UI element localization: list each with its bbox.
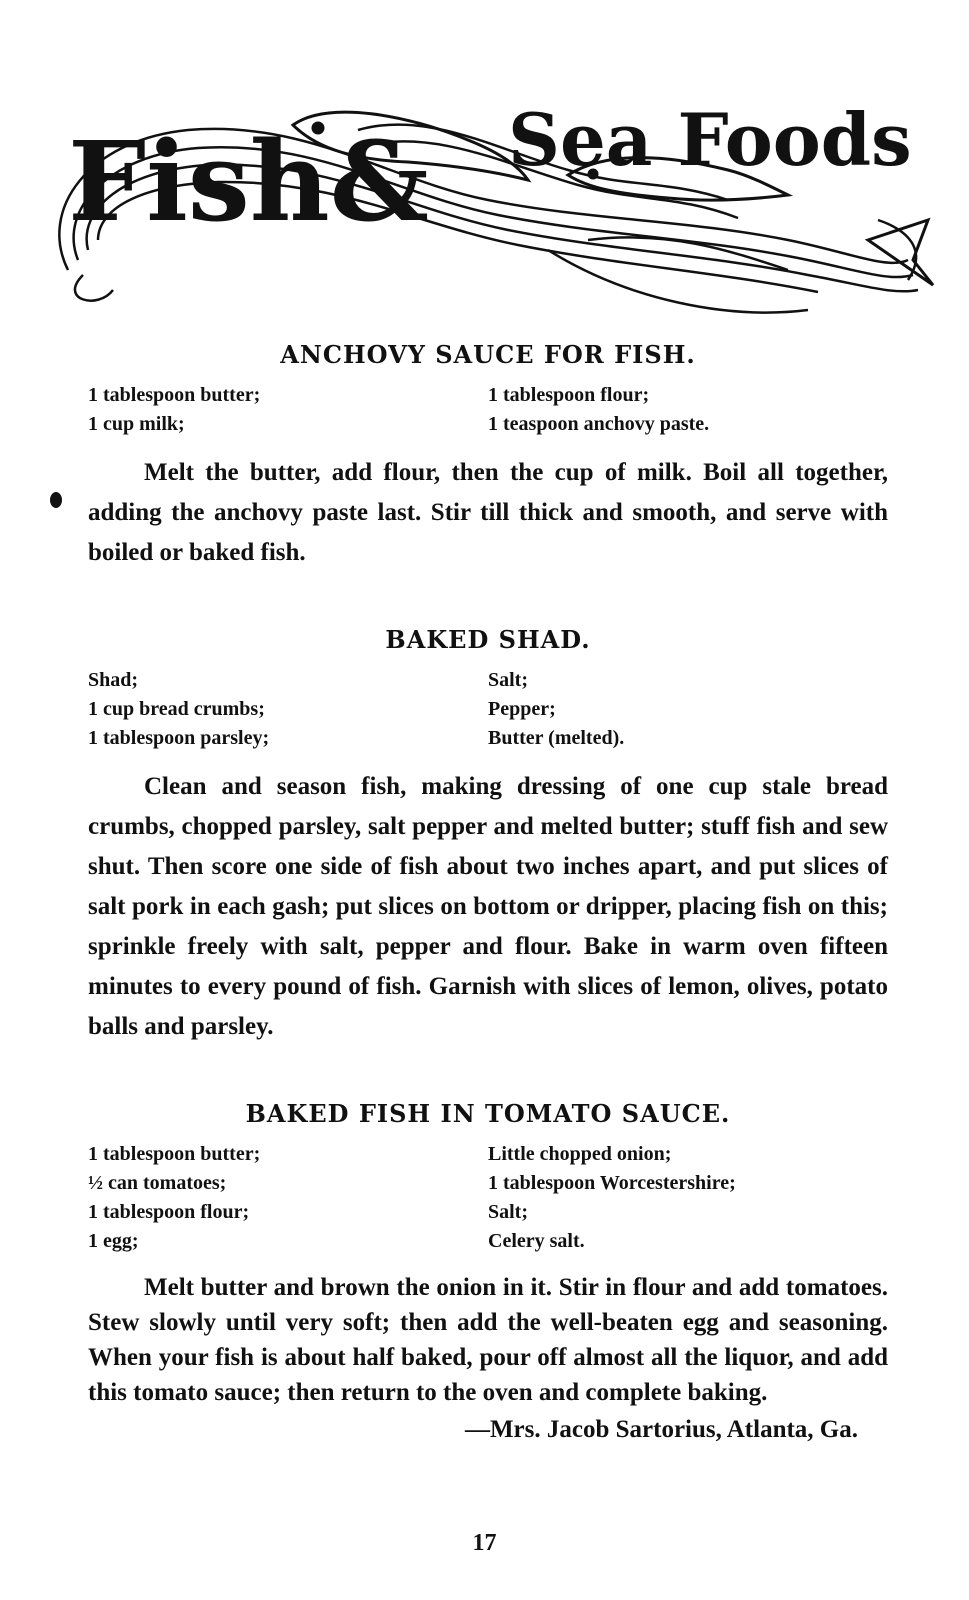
recipe-anchovy-sauce — [88, 340, 888, 573]
recipe-attribution: —Mrs. Jacob Sartorius, Atlanta, Ga. — [464, 1416, 858, 1443]
ingredient-item: 1 tablespoon butter; — [88, 1143, 261, 1165]
recipe-directions: Clean and season fish, making dressing of one cup stale bread crumbs, chopped parsley, salt pepper and melted butter; stuff fish and sew shut. Then score one side of fish about two inches apart, and put slices of salt pork in each gash; put slices on bottom or dripper, placing fish on this; sprinkle freely with salt, pepper and flour. Bake in warm oven fifteen minutes to every pound of fish. Garnish with slices of lemon, olives, potato balls and parsley. — [88, 773, 888, 1040]
ingredient-item: 1 cup milk; — [88, 413, 185, 435]
recipe-page — [88, 340, 888, 1444]
recipe-directions: Melt butter and brown the onion in it. Stir in flour and add tomatoes. Stew slowly until very soft; then add the well-beaten egg and seasoning. When your fish is about half baked, pour off almost all the liquor, and add this tomato sauce; then return to the oven and complete baking. — [88, 1274, 888, 1406]
recipe-title: BAKED FISH IN TOMATO SAUCE. — [245, 1099, 731, 1128]
recipe-title: BAKED SHAD. — [385, 625, 591, 654]
ink-blot-mark — [50, 492, 62, 508]
ingredient-item: Salt; — [488, 669, 528, 691]
ingredient-item: Celery salt. — [488, 1230, 585, 1252]
recipe-directions: Melt the butter, add flour, then the cup of milk. Boil all together, adding the anchovy paste last. Stir till thick and smooth, and serve with boiled or baked fish. — [88, 459, 888, 566]
ingredient-item: ½ can tomatoes; — [88, 1172, 227, 1194]
ingredient-item: Little chopped onion; — [488, 1143, 672, 1165]
page-number: 17 — [472, 1530, 497, 1556]
ingredient-item: 1 egg; — [88, 1230, 139, 1252]
recipe-baked-shad — [88, 625, 888, 1047]
ingredient-item: 1 tablespoon parsley; — [88, 727, 270, 749]
ingredient-item: 1 tablespoon flour; — [88, 1201, 250, 1223]
ingredient-list — [88, 1140, 888, 1256]
decorative-fish-illustration — [28, 70, 938, 320]
ingredient-item: Shad; — [88, 669, 139, 691]
ingredient-list — [88, 381, 888, 439]
ingredient-list — [88, 666, 888, 753]
ingredient-item: Butter (melted). — [488, 727, 625, 749]
ingredient-item: Salt; — [488, 1201, 528, 1223]
banner-word-left: Fish& — [68, 117, 430, 246]
recipe-title: ANCHOVY SAUCE FOR FISH. — [280, 340, 696, 369]
ingredient-item: 1 teaspoon anchovy paste. — [488, 413, 710, 435]
ingredient-item: 1 tablespoon flour; — [488, 384, 650, 406]
ingredient-item: 1 tablespoon Worcestershire; — [488, 1172, 736, 1194]
fish-sea-foods-banner — [28, 70, 938, 320]
ingredient-item: 1 tablespoon butter; — [88, 384, 261, 406]
ingredient-item: Pepper; — [488, 698, 556, 720]
recipe-baked-fish-tomato — [88, 1099, 888, 1444]
ingredient-item: 1 cup bread crumbs; — [88, 698, 265, 720]
banner-word-right: Sea Foods — [508, 97, 912, 182]
